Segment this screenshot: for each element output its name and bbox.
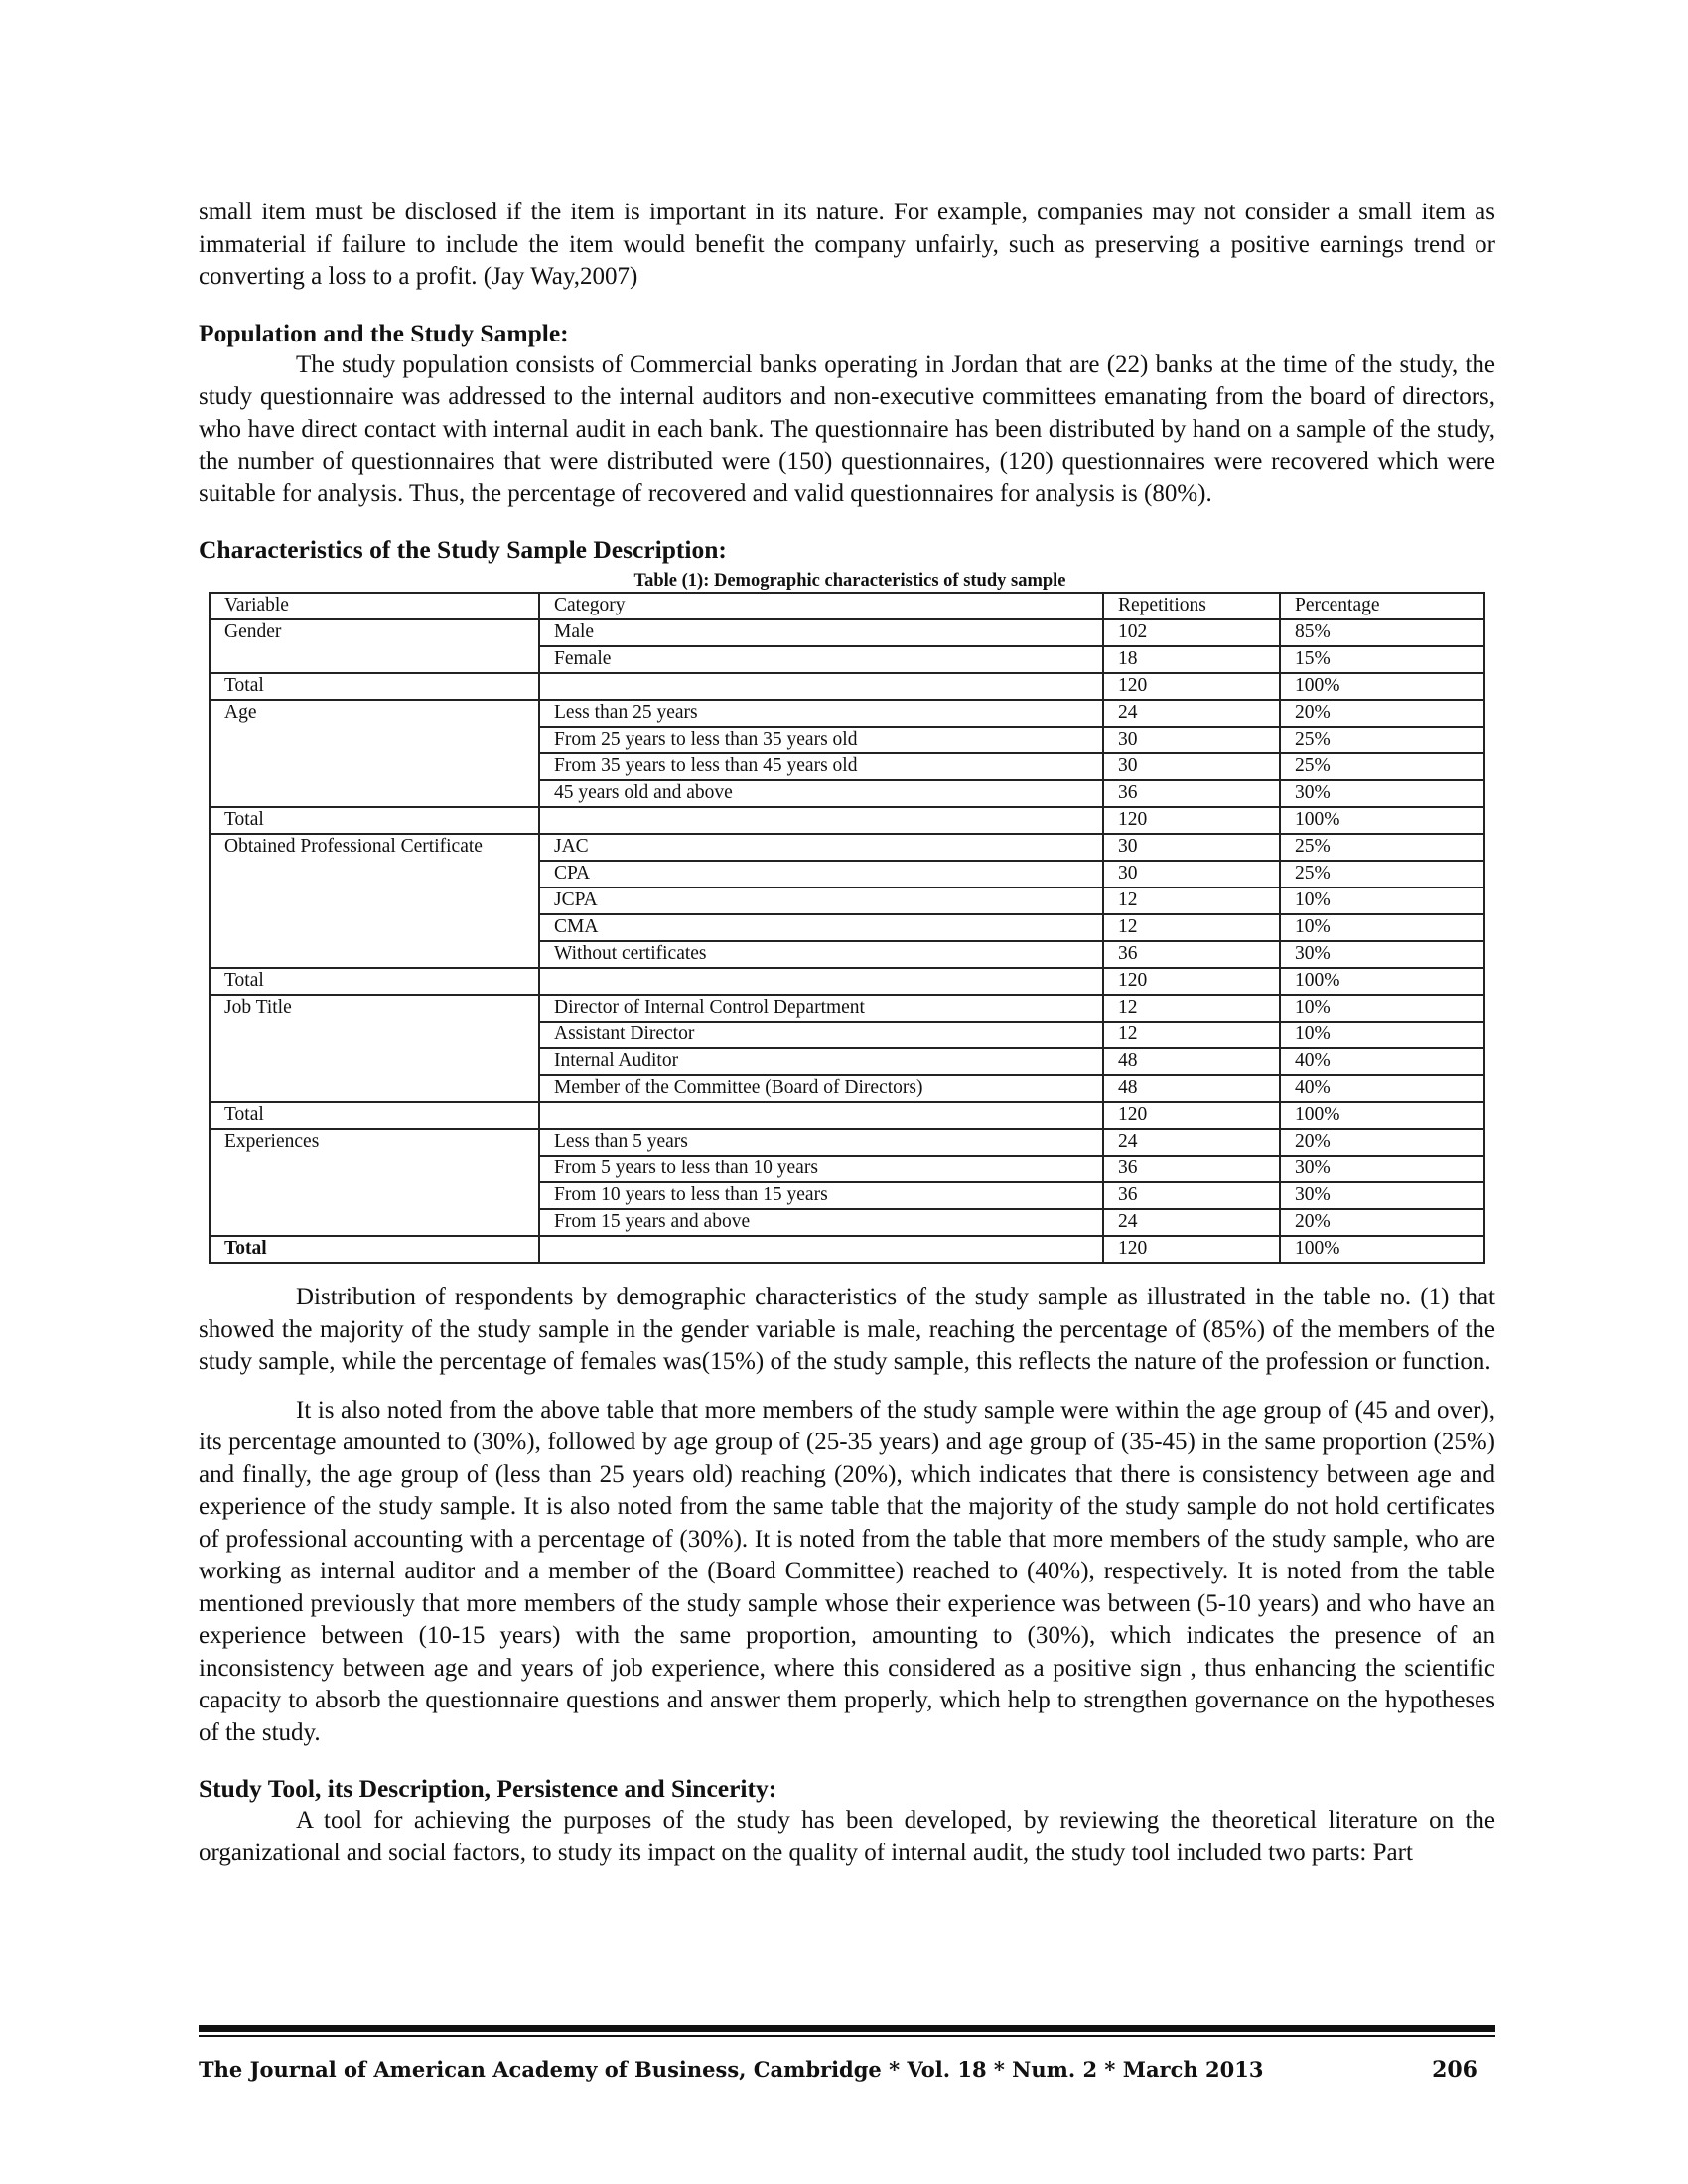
table-cell: Experiences (210, 1129, 539, 1156)
table-cell: Total (210, 1236, 539, 1263)
table-cell: 25% (1280, 861, 1484, 887)
table-cell: 30% (1280, 1156, 1484, 1182)
table-cell: 100% (1280, 1102, 1484, 1129)
table-cell: 12 (1103, 887, 1280, 914)
table-cell: 102 (1103, 619, 1280, 646)
table-cell: 25% (1280, 753, 1484, 780)
table-cell (210, 1022, 539, 1048)
table-cell: From 15 years and above (539, 1209, 1103, 1236)
table-cell: Director of Internal Control Department (539, 995, 1103, 1022)
table-cell (210, 1209, 539, 1236)
table-cell (210, 1156, 539, 1182)
footer-journal-title: The Journal of American Academy of Business, Cambridge * Vol. 18 * Num. 2 * March 2013 (199, 2057, 1264, 2082)
table-cell: Total (210, 807, 539, 834)
table-row (210, 753, 1484, 780)
table-cell (210, 914, 539, 941)
table-row (210, 995, 1484, 1022)
table-row (210, 1156, 1484, 1182)
table-header-row (210, 593, 1484, 619)
table-row (210, 1236, 1484, 1263)
table-cell: 10% (1280, 1022, 1484, 1048)
heading-study-tool: Study Tool, its Description, Persistence and Sincerity: (199, 1774, 777, 1803)
table-row (210, 619, 1484, 646)
table-cell: 30 (1103, 834, 1280, 861)
table-cell: JCPA (539, 887, 1103, 914)
footer-rule-thin (199, 2035, 1495, 2037)
table-cell: 100% (1280, 807, 1484, 834)
table-header-cell: Repetitions (1103, 593, 1280, 619)
table-cell (210, 1048, 539, 1075)
table-cell: 10% (1280, 914, 1484, 941)
table-row (210, 861, 1484, 887)
table-cell: JAC (539, 834, 1103, 861)
table-cell (210, 861, 539, 887)
table-row (210, 727, 1484, 753)
table-row (210, 780, 1484, 807)
table-cell: Total (210, 1102, 539, 1129)
table-cell: 48 (1103, 1075, 1280, 1102)
page-body (199, 197, 1495, 1869)
table-cell (210, 941, 539, 968)
table-cell: 30 (1103, 727, 1280, 753)
table-cell: 100% (1280, 1236, 1484, 1263)
table-cell: 30% (1280, 941, 1484, 968)
table-cell (210, 1075, 539, 1102)
table-cell: 18 (1103, 646, 1280, 673)
table-header-cell: Category (539, 593, 1103, 619)
table-cell (210, 1182, 539, 1209)
table-cell: 12 (1103, 914, 1280, 941)
table-cell: CPA (539, 861, 1103, 887)
table-cell: 36 (1103, 1156, 1280, 1182)
table-cell (539, 1236, 1103, 1263)
table-cell (210, 727, 539, 753)
paragraph-intro: small item must be disclosed if the item is important in its nature. For example, companies may not consider a small item as immaterial if failure to include the item would benefit the company unfairly, such as preserving a positive earnings trend or converting a loss to a profit. (Jay Way,2007) (199, 199, 1495, 290)
demographics-table (209, 592, 1485, 1264)
table-cell: 30 (1103, 753, 1280, 780)
paragraph-distribution: Distribution of respondents by demographic characteristics of the study sample as illustrated in the table no. (1) that showed the majority of the study sample in the gender variable is male, reaching the percentage of (85%) of the members of the study sample, while the percentage of females was(15%) of the study sample, this reflects the nature of the profession or function. (199, 1284, 1495, 1375)
table-cell: 120 (1103, 1236, 1280, 1263)
paragraph-analysis: It is also noted from the above table that more members of the study sample were within the age group of (45 and over), its percentage amounted to (30%), followed by age group of (25-35 years) and age group of (35-45) in the same proportion (25%) and finally, the age group of (less than 25 years old) reaching (20%), which indicates that there is consistency between age and experience of the study sample. It is also noted from the same table that the majority of the study sample do not hold certificates of professional accounting with a percentage of (30%). It is noted from the table that more members of the study sample, who are working as internal auditor and a member of the (Board Committee) reached to (40%), respectively. It is noted from the table mentioned previously that more members of the study sample whose their experience was between (5-10 years) and who have an experience between (10-15 years) with the same proportion, amounting to (30%), which indicates the presence of an inconsistency between age and years of job experience, where this considered as a positive sign , thus enhancing the scientific capacity to absorb the questionnaire questions and answer them properly, which help to strengthen governance on the hypotheses of the study. (199, 1396, 1495, 1746)
table-cell: 36 (1103, 1182, 1280, 1209)
table-cell: Male (539, 619, 1103, 646)
table-row (210, 807, 1484, 834)
table-cell: Member of the Committee (Board of Directors) (539, 1075, 1103, 1102)
table-cell: 12 (1103, 995, 1280, 1022)
table-cell: 24 (1103, 1129, 1280, 1156)
table-row (210, 914, 1484, 941)
table-cell (210, 646, 539, 673)
table-row (210, 1048, 1484, 1075)
table-row (210, 646, 1484, 673)
table-cell: 12 (1103, 1022, 1280, 1048)
table-cell: CMA (539, 914, 1103, 941)
table-cell: Total (210, 968, 539, 995)
table-cell (210, 753, 539, 780)
table-cell: Gender (210, 619, 539, 646)
table-cell: 48 (1103, 1048, 1280, 1075)
table-cell: 85% (1280, 619, 1484, 646)
heading-population: Population and the Study Sample: (199, 318, 569, 347)
table-cell: 36 (1103, 780, 1280, 807)
table-row (210, 887, 1484, 914)
table-cell: From 5 years to less than 10 years (539, 1156, 1103, 1182)
table-row (210, 941, 1484, 968)
table-row (210, 1182, 1484, 1209)
table-cell: Less than 25 years (539, 700, 1103, 727)
table-caption: Table (1): Demographic characteristics of study sample (633, 571, 1066, 591)
table-cell (539, 807, 1103, 834)
table-cell: 30 (1103, 861, 1280, 887)
table-cell: Age (210, 700, 539, 727)
paragraph-study-tool: A tool for achieving the purposes of the study has been developed, by reviewing the theoretical literature on the organizational and social factors, to study its impact on the quality of internal audit, the study tool included two parts: Part (199, 1807, 1495, 1866)
table-row (210, 834, 1484, 861)
table-cell: 25% (1280, 834, 1484, 861)
table-cell: 120 (1103, 673, 1280, 700)
table-cell: 20% (1280, 1209, 1484, 1236)
table-cell: 20% (1280, 700, 1484, 727)
page-footer (199, 2025, 1495, 2085)
table-cell: From 25 years to less than 35 years old (539, 727, 1103, 753)
table-cell: 120 (1103, 968, 1280, 995)
table-cell: 24 (1103, 1209, 1280, 1236)
table-row (210, 673, 1484, 700)
table-row (210, 1129, 1484, 1156)
table-cell: 10% (1280, 995, 1484, 1022)
table-row (210, 1022, 1484, 1048)
table-cell: From 35 years to less than 45 years old (539, 753, 1103, 780)
table-cell: 24 (1103, 700, 1280, 727)
table-header-cell: Percentage (1280, 593, 1484, 619)
table-cell (210, 887, 539, 914)
paragraph-population: The study population consists of Commercial banks operating in Jordan that are (22) banks at the time of the study, the study questionnaire was addressed to the internal auditors and non-executive committees emanating from the board of directors, who have direct contact with internal audit in each bank. The questionnaire has been distributed by hand on a sample of the study, the number of questionnaires that were distributed were (150) questionnaires, (120) questionnaires were recovered which were suitable for analysis. Thus, the percentage of recovered and valid questionnaires for analysis is (80%). (199, 350, 1495, 507)
table-row (210, 1209, 1484, 1236)
heading-characteristics: Characteristics of the Study Sample Description: (199, 535, 727, 564)
table-cell: 30% (1280, 1182, 1484, 1209)
table-cell: 120 (1103, 807, 1280, 834)
table-cell: From 10 years to less than 15 years (539, 1182, 1103, 1209)
table-cell: 10% (1280, 887, 1484, 914)
table-cell: 40% (1280, 1075, 1484, 1102)
table-cell: Internal Auditor (539, 1048, 1103, 1075)
table-cell: Female (539, 646, 1103, 673)
page-number: 206 (1432, 2057, 1477, 2083)
table-row (210, 968, 1484, 995)
table-row (210, 700, 1484, 727)
table-row (210, 1075, 1484, 1102)
table-cell: Without certificates (539, 941, 1103, 968)
table-cell (210, 780, 539, 807)
table-cell: 40% (1280, 1048, 1484, 1075)
table-cell: Job Title (210, 995, 539, 1022)
table-cell: 20% (1280, 1129, 1484, 1156)
table-cell: 30% (1280, 780, 1484, 807)
footer-rule-thick (199, 2025, 1495, 2032)
table-cell: 36 (1103, 941, 1280, 968)
table-cell (539, 968, 1103, 995)
table-cell: 25% (1280, 727, 1484, 753)
table-cell: Total (210, 673, 539, 700)
table-cell: 100% (1280, 673, 1484, 700)
table-cell (539, 1102, 1103, 1129)
table-cell: Assistant Director (539, 1022, 1103, 1048)
table-cell: 120 (1103, 1102, 1280, 1129)
table-cell: Obtained Professional Certificate (210, 834, 539, 861)
table-cell (539, 673, 1103, 700)
table-row (210, 1102, 1484, 1129)
table-cell: Less than 5 years (539, 1129, 1103, 1156)
table-cell: 45 years old and above (539, 780, 1103, 807)
table-header-cell: Variable (210, 593, 539, 619)
table-cell: 100% (1280, 968, 1484, 995)
table-cell: 15% (1280, 646, 1484, 673)
